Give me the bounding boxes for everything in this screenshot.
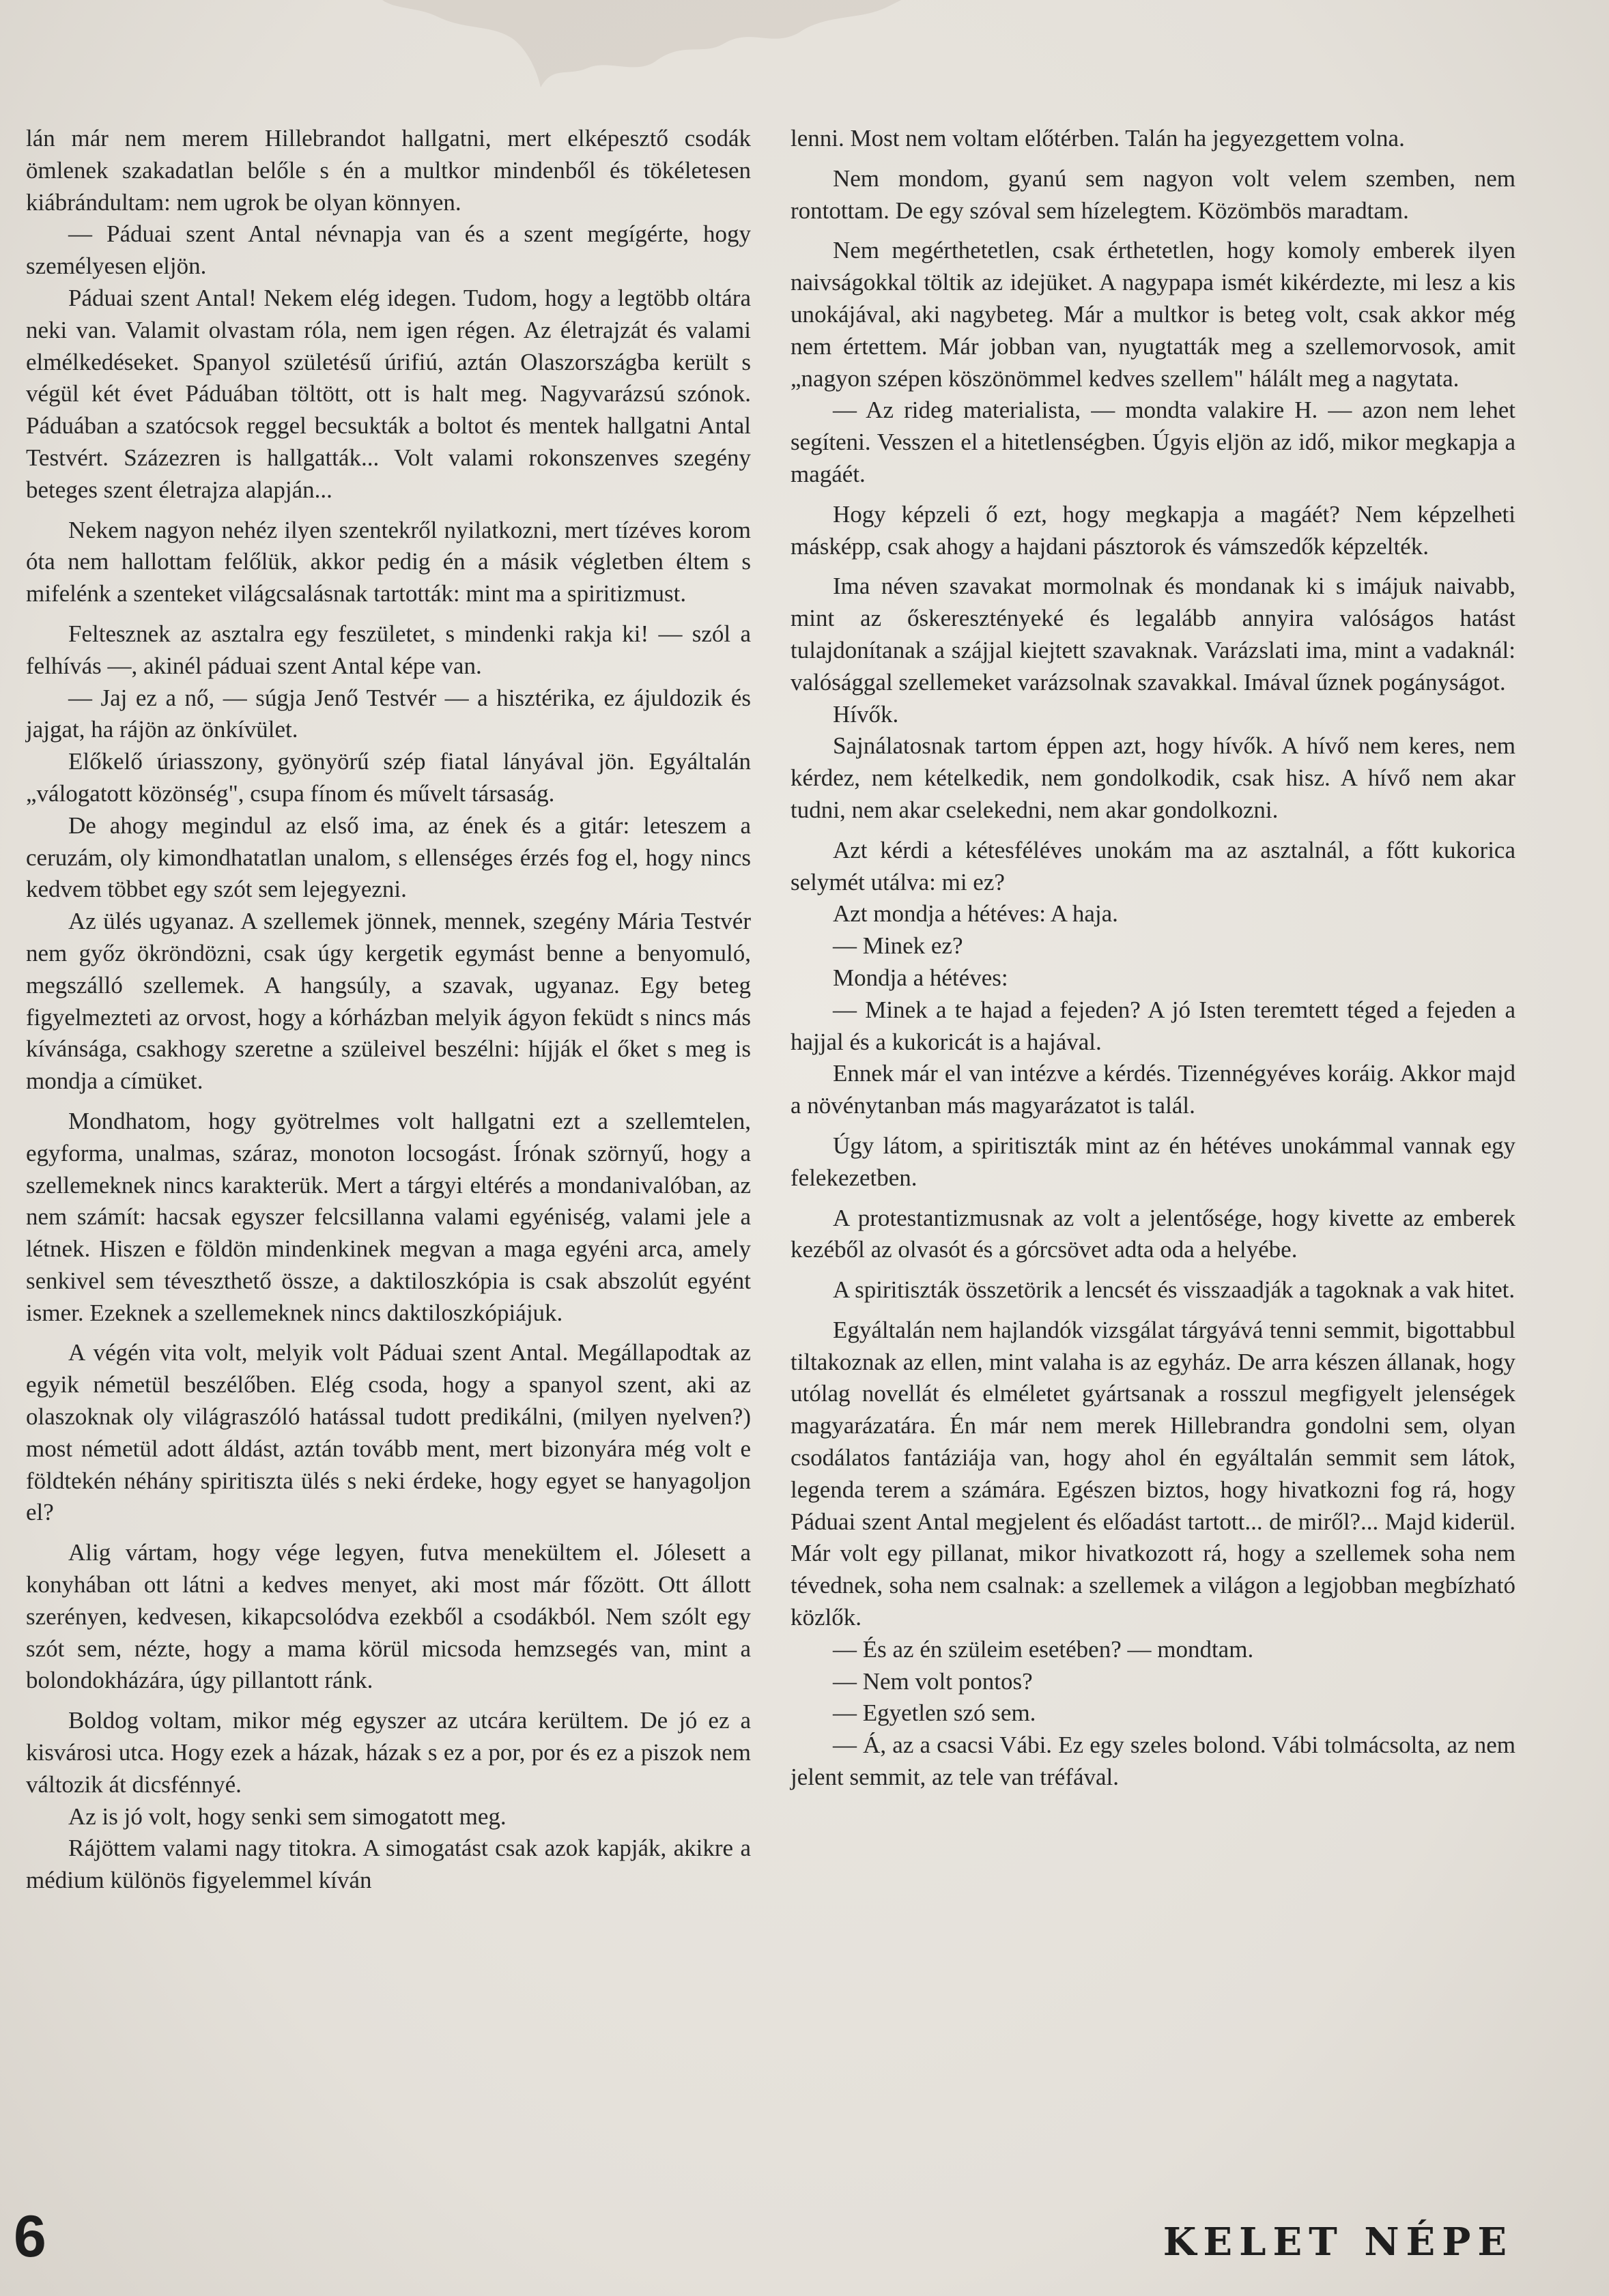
paragraph: Előkelő úriasszony, gyönyörű szép fiatal lányával jön. Egyáltalán „válogatott közönség", csupa fínom és művelt társaság. [26, 748, 751, 807]
paragraph: Sajnálatosnak tartom éppen azt, hogy hívők. A hívő nem keres, nem kérdez, nem kételkedik, nem gondolkodik, csak hisz. A hívő nem akar tudni, nem akar cselekedni, nem akar gondolkozni. [791, 732, 1515, 823]
paragraph: Nem megérthetetlen, csak érthetetlen, hogy komoly emberek ilyen naivságokkal töltik az idejüket. A nagypapa ismét kikérdezte, mi lesz a kis unokájával, aki nagybeteg. Már a multkor is beteg volt, csak akkor még nem értettem. Már jobban van, nyugtatták meg a szellemorvosok, amit „nagyon szépen köszönömmel kedves szellem" hálált meg a nagytata. [791, 237, 1515, 392]
paragraph: De ahogy megindul az első ima, az ének és a gitár: leteszem a ceruzám, oly kimondhatatlan unalom, s ellenséges érzés fog el, hogy nincs kedvem többet egy szót sem lejegyezni. [26, 812, 751, 903]
paragraph: A spiritiszták összetörik a lencsét és visszaadják a tagoknak a vak hitet. [833, 1276, 1515, 1304]
paragraph: Hogy képzeli ő ezt, hogy megkapja a magáét? Nem képzelheti másképp, csak ahogy a hajdani pásztorok és vámszedők képzelték. [791, 500, 1515, 560]
paragraph: — Nem volt pontos? [833, 1667, 1033, 1695]
paragraph: Nem mondom, gyanú sem nagyon volt velem szemben, nem rontottam. De egy szóval sem hízelegtem. Közömbös maradtam. [791, 164, 1515, 224]
right-column [791, 123, 1515, 1794]
paragraph: Az ülés ugyanaz. A szellemek jönnek, mennek, szegény Mária Testvér nem győz ökröndözni, csak úgy kergetik egymást benne a benyomuló, megszálló szellemek. A hangsúly, a szavak, ugyanaz. Egy beteg figyelmezteti az orvost, hogy a kórházban melyik ágyon feküdt s nincs más kívánsága, csakhogy szeretne a szüleivel beszélni: híjják el őket s meg is mondja a címüket. [26, 908, 751, 1095]
paragraph: Egyáltalán nem hajlandók vizsgálat tárgyává tenni semmit, bigottabbul tiltakoznak az ellen, mint valaha is az egyház. De arra készen állanak, hogy utólag novellát és elméletet gyártsanak a rosszul megfigyelt jelenségek magyarázatára. Én már nem merek Hillebrandra gondolni sem, olyan csodálatos fantáziája van, hogy ahol én egyáltalán semmit sem látok, legenda terem a számára. Egészen biztos, hogy hivatkozni fog rá, hogy Páduai szent Antal megjelent és előadást tartott... de miről?... Majd kiderül. Már volt egy pillanat, mikor hivatkozott rá, hogy a szellemek soha nem tévednek, soha nem csalnak: a szellemek a világon a legjobban megbízható közlők. [791, 1316, 1515, 1631]
paragraph: Ima néven szavakat mormolnak és mondanak ki s imájuk naivabb, mint az őskeresztényeké és legalább annyira valóságos hatást tulajdonítanak a szájjal kiejtett szavaknak. Varázslati ima, mint a vadaknál: valósággal szellemeket varázsolnak szavakkal. Imával űznek pogányságot. [791, 573, 1515, 695]
paragraph: Ennek már el van intézve a kérdés. Tizennégyéves koráig. Akkor majd a növénytanban más magyarázatot is talál. [791, 1060, 1515, 1119]
paragraph: Feltesznek az asztalra egy feszületet, s mindenki rakja ki! — szól a felhívás —, akinél páduai szent Antal képe van. [26, 620, 751, 679]
paragraph: — És az én szüleim esetében? — mondtam. [833, 1635, 1254, 1663]
torn-paper-edge [382, 0, 901, 89]
paragraph: — Minek a te hajad a fejeden? A jó Isten teremtett téged a fejeden a hajjal és a kukoricát is a hajával. [791, 996, 1515, 1055]
paragraph: Nekem nagyon nehéz ilyen szentekről nyilatkozni, mert tízéves korom óta nem hallottam felőlük, akkor pedig én a másik végletben éltem s mifelénk a szenteket világcsalásnak tartották: mint ma a spiritizmust. [26, 516, 751, 607]
paragraph: — Minek ez? [833, 932, 963, 960]
paragraph: Boldog voltam, mikor még egyszer az utcára kerültem. De jó ez a kisvárosi utca. Hogy ezek a házak, házak s ez a por, por és ez a piszok nem változik át dicsfénnyé. [26, 1707, 751, 1798]
left-column [26, 123, 751, 1897]
paragraph: A protestantizmusnak az volt a jelentősége, hogy kivette az emberek kezéből az olvasót és a górcsövet adta oda a helyébe. [791, 1204, 1515, 1263]
paragraph: — Á, az a csacsi Vábi. Ez egy szeles bolond. Vábi tolmácsolta, az nem jelent semmit, az tele van tréfával. [791, 1732, 1515, 1791]
paragraph: — Páduai szent Antal névnapja van és a szent megígérte, hogy személyesen eljön. [26, 220, 751, 280]
paragraph: lán már nem merem Hillebrandot hallgatni, mert elképesztő csodák ömlenek szakadatlan belőle s én a multkor mindenből és tökéletesen kiábrándultam: nem ugrok be olyan könnyen. [26, 125, 751, 216]
paragraph: Hívők. [833, 700, 899, 728]
paragraph: Úgy látom, a spiritiszták mint az én hétéves unokámmal vannak egy felekezetben. [791, 1132, 1515, 1191]
paragraph: A végén vita volt, melyik volt Páduai szent Antal. Megállapodtak az egyik németül beszélőben. Elég csoda, hogy a spanyol szent, aki az olaszoknak oly világraszóló hatással tudott predikálni, (milyen nyelven?) most németül adott áldást, aztán tovább ment, mert bizonyára még volt e földtekén néhány spiritiszta ülés s neki érdeke, hogy egyet se hanyagoljon el? [26, 1339, 751, 1526]
paragraph: Mondja a hétéves: [833, 964, 1008, 991]
paragraph: Páduai szent Antal! Nekem elég idegen. Tudom, hogy a legtöbb oltára neki van. Valamit olvastam róla, nem igen régen. Az életrajzát és valami elmélkedéseket. Spanyol születésű úrifiú, aztán Olaszországba került s végül két évet Páduában töltött, ott is halt meg. Nagyvarázsú szónok. Páduában a szatócsok reggel becsukták a boltot és mentek hallgatni Antal Testvért. Százezren is hallgatták... Volt valami rokonszenves szegény beteges szent életrajza alapján... [26, 284, 751, 503]
paragraph: Azt kérdi a kétesféléves unokám ma az asztalnál, a főtt kukorica selymét utálva: mi ez? [791, 836, 1515, 895]
paragraph: — Egyetlen szó sem. [833, 1699, 1036, 1727]
paragraph: — Jaj ez a nő, — súgja Jenő Testvér — a hisztérika, ez ájuldozik és jajgat, ha rájön az önkívület. [26, 684, 751, 743]
paragraph: Azt mondja a hétéves: A haja. [833, 900, 1118, 928]
page-number: 6 [14, 2204, 46, 2269]
paragraph: Rájöttem valami nagy titokra. A simogatást csak azok kapják, akikre a médium különös figyelemmel kíván [26, 1835, 751, 1894]
masthead: KELET NÉPE [1163, 2220, 1513, 2265]
paragraph: Az is jó volt, hogy senki sem simogatott meg. [68, 1803, 507, 1830]
paragraph: Alig vártam, hogy vége legyen, futva menekültem el. Jólesett a konyhában ott látni a kedves menyet, aki most már főzött. Ott állott szerényen, kedvesen, kikapcsolódva ezekből a csodákból. Nem szólt egy szót sem, nézte, hogy a mama körül micsoda hemzsegés van, mint a bolondokházára, úgy pillantott ránk. [26, 1539, 751, 1694]
paragraph: Mondhatom, hogy gyötrelmes volt hallgatni ezt a szellemtelen, egyforma, unalmas, száraz, monoton locsogást. Írónak szörnyű, hogy a szellemeknek nincs karakterük. Mert a tárgyi eltérés a mondanivalóban, az nem számít: hacsak egyszer felcsillanna valami egyéniség, valami jele a létnek. Hiszen e földön mindenkinek megvan a maga egyéni arca, amely senkivel sem téveszthető össze, a daktiloszkópia is csak abszolút egyént ismer. Ezeknek a szellemeknek nincs daktiloszkópiájuk. [26, 1107, 751, 1326]
paragraph: — Az rideg materialista, — mondta valakire H. — azon nem lehet segíteni. Vesszen el a hitetlenségben. Úgyis eljön az idő, mikor megkapja a magáét. [791, 397, 1515, 487]
paragraph: lenni. Most nem voltam előtérben. Talán ha jegyezgettem volna. [791, 125, 1405, 152]
